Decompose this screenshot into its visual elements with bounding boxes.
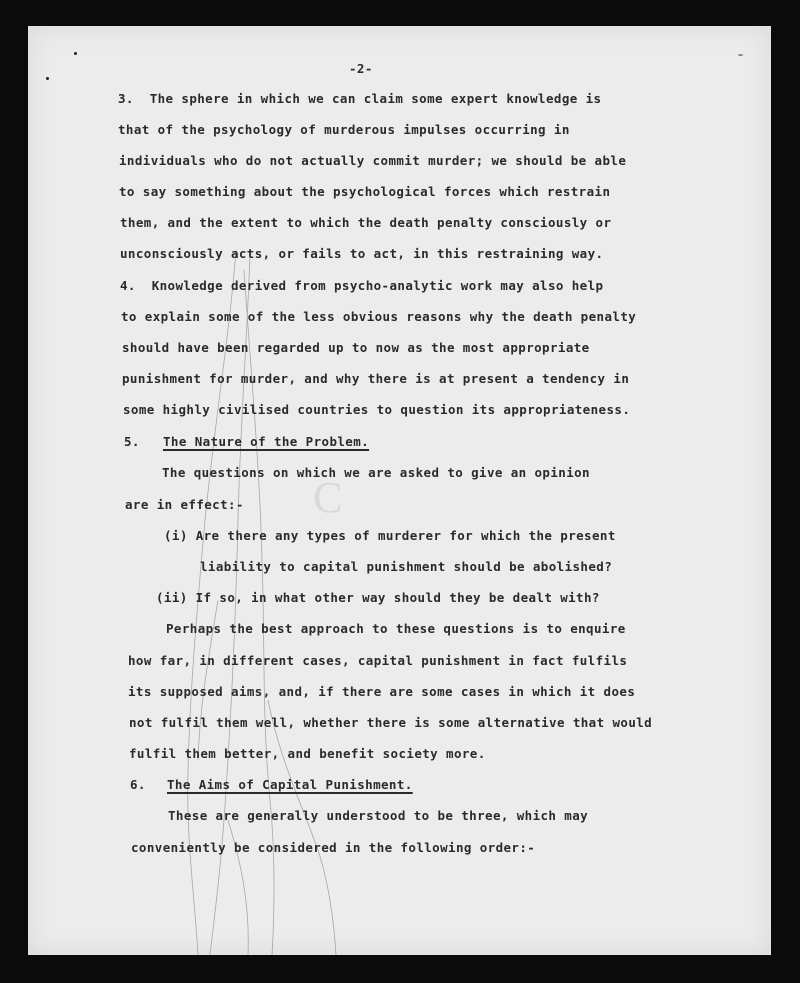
- text-line: some highly civilised countries to question its appropriateness.: [123, 402, 631, 417]
- section-heading: The Aims of Capital Punishment.: [167, 777, 413, 792]
- text-line: to say something about the psychological forces which restrain: [119, 184, 611, 199]
- section-number: 6.: [130, 777, 146, 792]
- text-line: conveniently be considered in the following order:-: [131, 840, 536, 855]
- text-line: Perhaps the best approach to these questions is to enquire: [166, 621, 626, 636]
- section-heading: The Nature of the Problem.: [163, 434, 370, 449]
- text-line: punishment for murder, and why there is at present a tendency in: [122, 371, 630, 386]
- text-line: liability to capital punishment should be abolished?: [200, 559, 613, 574]
- text-line: not fulfil them well, whether there is some alternative that would: [129, 715, 653, 730]
- text-line: (i) Are there any types of murderer for which the present: [164, 528, 616, 543]
- text-line: 3. The sphere in which we can claim some expert knowledge is: [118, 91, 602, 106]
- text-line: should have been regarded up to now as the most appropriate: [122, 340, 590, 355]
- ink-speck: [738, 54, 743, 56]
- text-line: how far, in different cases, capital punishment in fact fulfils: [128, 653, 628, 668]
- ink-speck: [74, 52, 77, 55]
- text-line: (ii) If so, in what other way should they be dealt with?: [156, 590, 600, 605]
- text-line: fulfil them better, and benefit society more.: [129, 746, 486, 761]
- svg-text:C: C: [313, 473, 343, 522]
- text-line: These are generally understood to be three, which may: [168, 808, 589, 823]
- text-line: are in effect:-: [125, 497, 244, 512]
- section-number: 5.: [124, 434, 140, 449]
- text-line: to explain some of the less obvious reasons why the death penalty: [121, 309, 637, 324]
- text-line: individuals who do not actually commit murder; we should be able: [119, 153, 627, 168]
- text-line: The questions on which we are asked to give an opinion: [162, 465, 590, 480]
- page-number: -2-: [349, 61, 373, 76]
- text-line: 4. Knowledge derived from psycho-analytic work may also help: [120, 278, 604, 293]
- text-line: them, and the extent to which the death penalty consciously or: [120, 215, 612, 230]
- text-line: its supposed aims, and, if there are some cases in which it does: [128, 684, 636, 699]
- ink-speck: [46, 77, 49, 80]
- text-line: that of the psychology of murderous impulses occurring in: [118, 122, 570, 137]
- text-line: unconsciously acts, or fails to act, in this restraining way.: [120, 246, 604, 261]
